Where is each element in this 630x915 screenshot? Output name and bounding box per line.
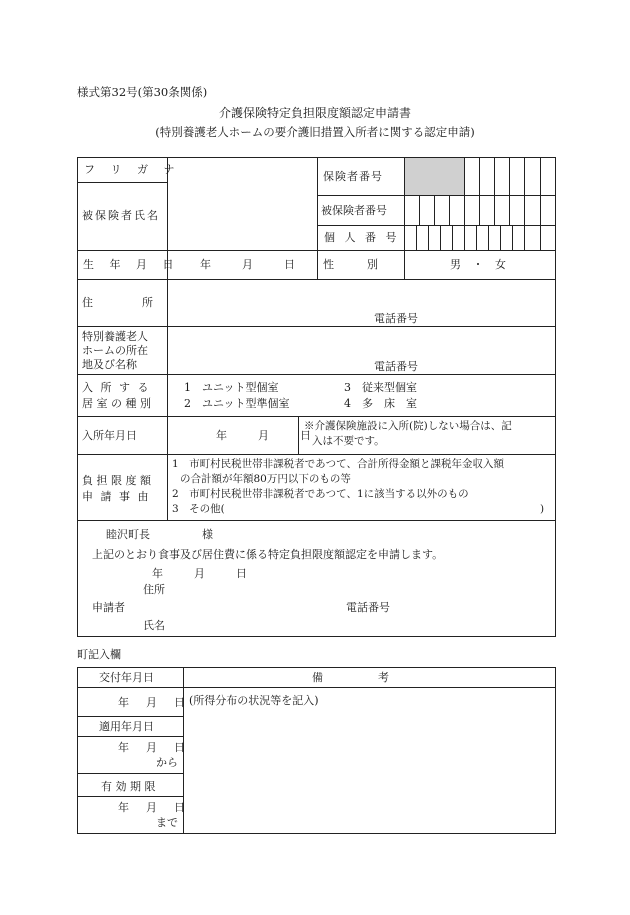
insured-name-field[interactable] [168, 183, 316, 249]
form-title: 介護保険特定負担限度額認定申請書 [218, 106, 411, 120]
reason-1-line-1[interactable]: 1 市町村民税世帯非課税者であつて、合計所得金額と課税年金収入額 [172, 458, 504, 470]
address-label: 住 所 [82, 296, 157, 309]
facility-label-1: 特別養護老人 [82, 330, 148, 343]
validity-value[interactable]: 年 月 日 [118, 801, 188, 814]
facility-label-2: ホームの所在 [82, 344, 148, 357]
facility-phone-label: 電話番号 [374, 360, 418, 373]
declaration-date[interactable]: 年 月 日 [152, 567, 250, 580]
birthdate-value[interactable]: 年 月 日 [200, 258, 298, 271]
insured-number-label: 被保険者番号 [321, 204, 387, 217]
room-type-label-1: 入 所 す る [82, 381, 151, 394]
form-subtitle: (特別養護老人ホームの要介護旧措置入所者に関する認定申請) [155, 125, 475, 139]
applicant-phone-label: 電話番号 [346, 601, 390, 614]
room-option-4[interactable]: 4 多 床 室 [344, 397, 417, 410]
birthdate-label: 生 年 月 日 [83, 258, 180, 271]
sex-value[interactable]: 男 ・ 女 [450, 258, 510, 271]
room-type-label-2: 居 室 の 種 別 [82, 397, 151, 410]
admission-date-label: 入所年月日 [82, 429, 137, 442]
admission-date-value[interactable]: 年 月 日 [216, 429, 314, 442]
personal-number-label: 個 人 番 号 [324, 231, 400, 244]
insurer-number-label: 保険者番号 [323, 170, 383, 183]
room-option-3[interactable]: 3 従来型個室 [344, 381, 417, 394]
admission-note-1: ※介護保険施設に入所(院)しない場合は、記 [304, 420, 512, 432]
reason-2[interactable]: 2 市町村民税世帯非課税者であつて、1に該当する以外のもの [172, 488, 469, 500]
address-phone-label: 電話番号 [374, 312, 418, 325]
reason-3[interactable]: 3 その他( [172, 503, 225, 515]
admission-note-2: 入は不要です。 [312, 435, 385, 447]
issue-date-label: 交付年月日 [99, 671, 154, 684]
from-label: から [156, 756, 178, 769]
applicable-date-value[interactable]: 年 月 日 [118, 741, 188, 754]
form-number: 様式第32号(第30条関係) [77, 85, 208, 99]
room-option-2[interactable]: 2 ユニット型準個室 [184, 397, 290, 410]
applicant-name-label: 氏名 [143, 619, 165, 632]
validity-label: 有 効 期 限 [101, 780, 156, 793]
honorific: 様 [202, 528, 213, 541]
town-section-heading: 町記入欄 [77, 648, 121, 661]
applicant-address-label: 住所 [143, 583, 165, 596]
declaration-statement: 上記のとおり食事及び居住費に係る特定負担限度額認定を申請します。 [92, 548, 444, 561]
issue-date-value[interactable]: 年 月 日 [118, 696, 188, 709]
limit-reason-label-2: 申 請 事 由 [82, 490, 151, 503]
sex-label: 性 別 [323, 258, 378, 271]
facility-label-3: 地及び名称 [82, 358, 137, 371]
until-label: まで [156, 816, 178, 829]
furigana-label: フ リ ガ ナ [84, 163, 181, 176]
applicant-label: 申請者 [92, 601, 125, 614]
addressee: 睦沢町長 [106, 528, 150, 541]
remarks-note: (所得分布の状況等を記入) [189, 694, 319, 707]
applicable-date-label: 適用年月日 [99, 720, 154, 733]
reason-3-close: ) [540, 503, 545, 515]
insured-name-label: 被保険者氏名 [82, 209, 160, 222]
reason-1-line-2: の合計額が年額80万円以下のもの等 [180, 473, 351, 485]
limit-reason-label-1: 負 担 限 度 額 [82, 474, 151, 487]
room-option-1[interactable]: 1 ユニット型個室 [184, 381, 279, 394]
remarks-label: 備 考 [312, 671, 389, 684]
insurer-number-shade [404, 158, 464, 195]
